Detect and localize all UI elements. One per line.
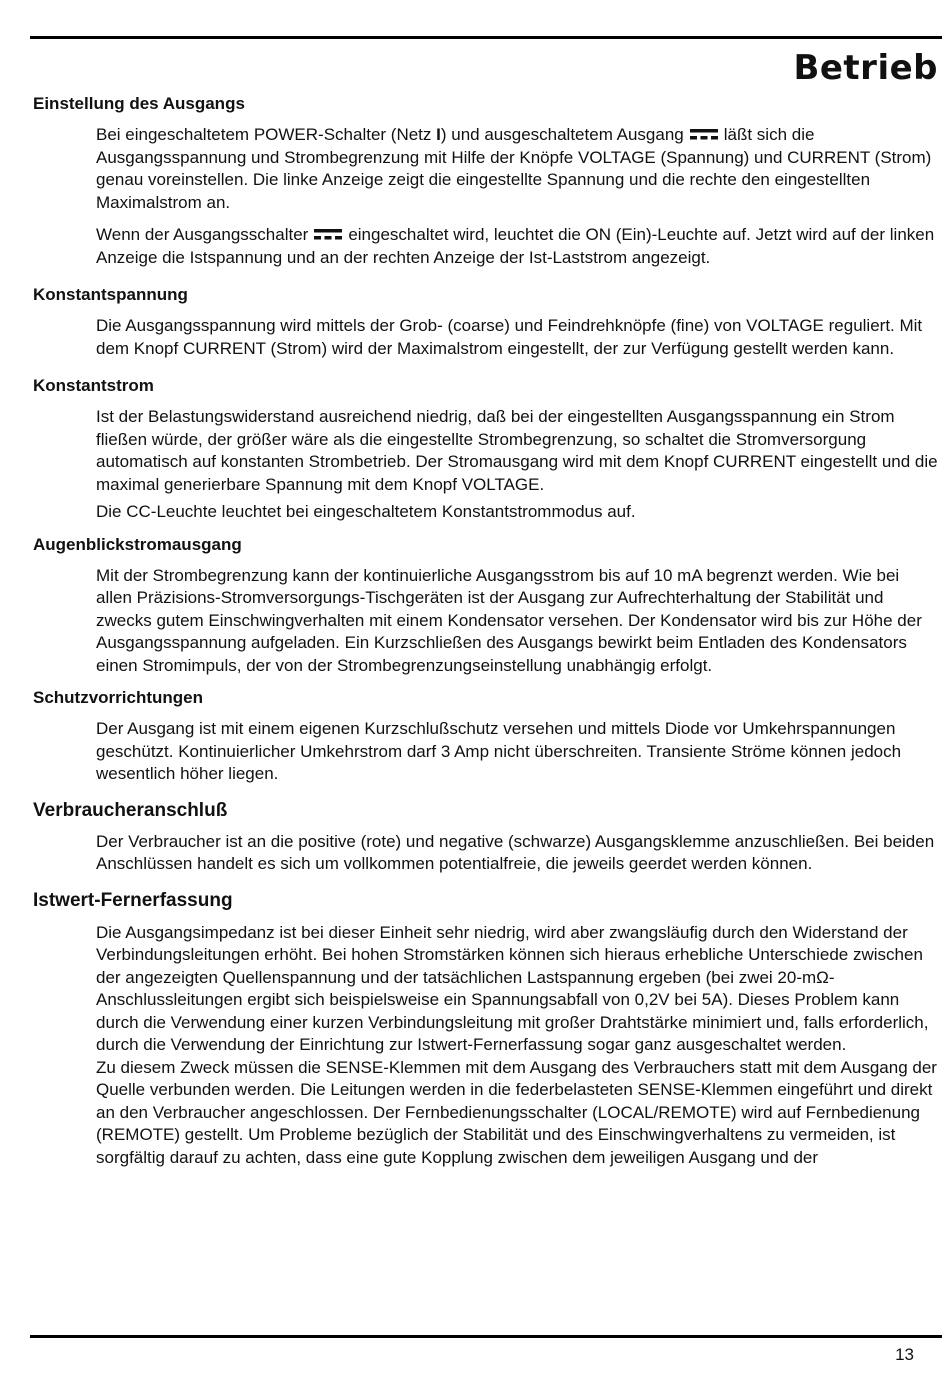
section-heading-verbraucheranschluss: Verbraucheranschluß [33,799,228,821]
paragraph-einstellung-1: Bei eingeschaltetem POWER-Schalter (Netz I) und ausgeschaltetem Ausgang läßt sich die Ausgangsspannung und Strombegrenzung mit Hilfe der Knöpfe VOLTAGE (Spannung) und CURRENT (Strom) genau voreinstellen. Die linke Anzeige zeigt die eingestellte Spannung und die rechte den eingestellten Maximalstrom an. [96,125,932,212]
section-heading-istwert-fernerfassung: Istwert-Fernerfassung [33,889,233,911]
paragraph-schutzvorrichtungen: Der Ausgang ist mit einem eigenen Kurzschlußschutz versehen und mittels Diode vor Umkehrspannungen geschützt. Kontinuierlicher Umkehrstrom darf 3 Amp nicht überschreiten. Transiente Ströme können jedoch wesentlich höher liegen. [96,719,902,783]
dc-output-symbol-icon [314,227,342,241]
dc-output-symbol-icon [690,127,718,141]
paragraph-konstantspannung: Die Ausgangsspannung wird mittels der Grob- (coarse) und Feindrehknöpfe (fine) von VOLTAGE reguliert. Mit dem Knopf CURRENT (Strom) wird der Maximalstrom eingestellt, der zur Verfügung gestellt werden kann. [96,316,923,358]
page-content [33,93,938,1169]
page-title: Betrieb [793,48,938,88]
paragraph-augenblickstromausgang: Mit der Strombegrenzung kann der kontinuierliche Ausgangsstrom bis auf 10 mA begrenzt werden. Wie bei allen Präzisions-Stromversorgungs-Tischgeräten ist der Ausgang zur Aufrechterhaltung der Stabilität und zwecks gutem Einschwingverhalten mit einem Kondensator versehen. Der Kondensator wird bis zur Höhe der Ausgangsspannung aufgeladen. Ein Kurzschließen des Ausgangs bewirkt beim Entladen des Kondensators einen Stromimpuls, der von der Strombegrenzungseinstellung unabhängig erfolgt. [96,565,922,675]
paragraph-istwert-fernerfassung-2: Zu diesem Zweck müssen die SENSE-Klemmen mit dem Ausgang des Verbrauchers statt mit dem Ausgang der Quelle verbunden werden. Die Leitungen werden in die federbelasteten SENSE-Klemmen eingeführt und direkt an den Verbraucher angeschlossen. Der Fernbedienungsschalter (LOCAL/REMOTE) wird auf Fernbedienung (REMOTE) gestellt. Um Probleme bezüglich der Stabilität und des Einschwingverhaltens zu vermeiden, ist sorgfältig darauf zu achten, dass eine gute Kopplung zwischen dem jeweiligen Ausgang und der [96,1057,937,1167]
paragraph-konstantstrom-2: Die CC-Leuchte leuchtet bei eingeschaltetem Konstantstrommodus auf. [96,502,636,521]
bottom-rule [30,1335,942,1338]
section-heading-einstellung: Einstellung des Ausgangs [33,94,245,113]
section-heading-schutzvorrichtungen: Schutzvorrichtungen [33,688,204,707]
section-heading-augenblickstromausgang: Augenblickstromausgang [33,534,242,554]
section-heading-konstantstrom: Konstantstrom [33,376,154,395]
section-heading-konstantspannung: Konstantspannung [33,285,188,304]
paragraph-istwert-fernerfassung-1: Die Ausgangsimpedanz ist bei dieser Einheit sehr niedrig, wird aber zwangsläufig durch den Widerstand der Verbindungsleitungen erhöht. Bei hohen Stromstärken können sich hieraus erhebliche Unterschiede zwischen der angezeigten Quellenspannung und der tatsächlichen Lastspannung ergeben (bei zwei 20-mΩ-Anschlussleitungen ergibt sich beispielsweise ein Spannungsabfall von 0,2V bei 5A). Dieses Problem kann durch die Verwendung einer kurzen Verbindungsleitung mit großer Drahtstärke minimiert und, falls erforderlich, durch die Verwendung der Einrichtung zur Istwert-Fernerfassung sogar ganz ausgeschaltet werden. [96,922,929,1054]
paragraph-verbraucheranschluss: Der Verbraucher ist an die positive (rote) und negative (schwarze) Ausgangsklemme anzuschließen. Bei beiden Anschlüssen handelt es sich um vollkommen potentialfreie, die jeweils geerdet werden können. [96,831,935,873]
paragraph-konstantstrom-1: Ist der Belastungswiderstand ausreichend niedrig, daß bei der eingestellten Ausgangsspannung ein Strom fließen würde, der größer wäre als die eingestellte Strombegrenzung, so schaltet die Stromversorgung automatisch auf konstanten Strombetrieb. Der Stromausgang wird mit dem Knopf CURRENT eingestellt und die maximal generierbare Spannung mit dem Knopf VOLTAGE. [96,407,938,494]
page-number: 13 [895,1345,914,1364]
paragraph-einstellung-2: Wenn der Ausgangsschalter eingeschaltet wird, leuchtet die ON (Ein)-Leuchte auf. Jetzt wird auf der linken Anzeige die Istspannung und an der rechten Anzeige der Ist-Laststrom angezeigt. [96,225,935,267]
top-rule [30,36,942,39]
